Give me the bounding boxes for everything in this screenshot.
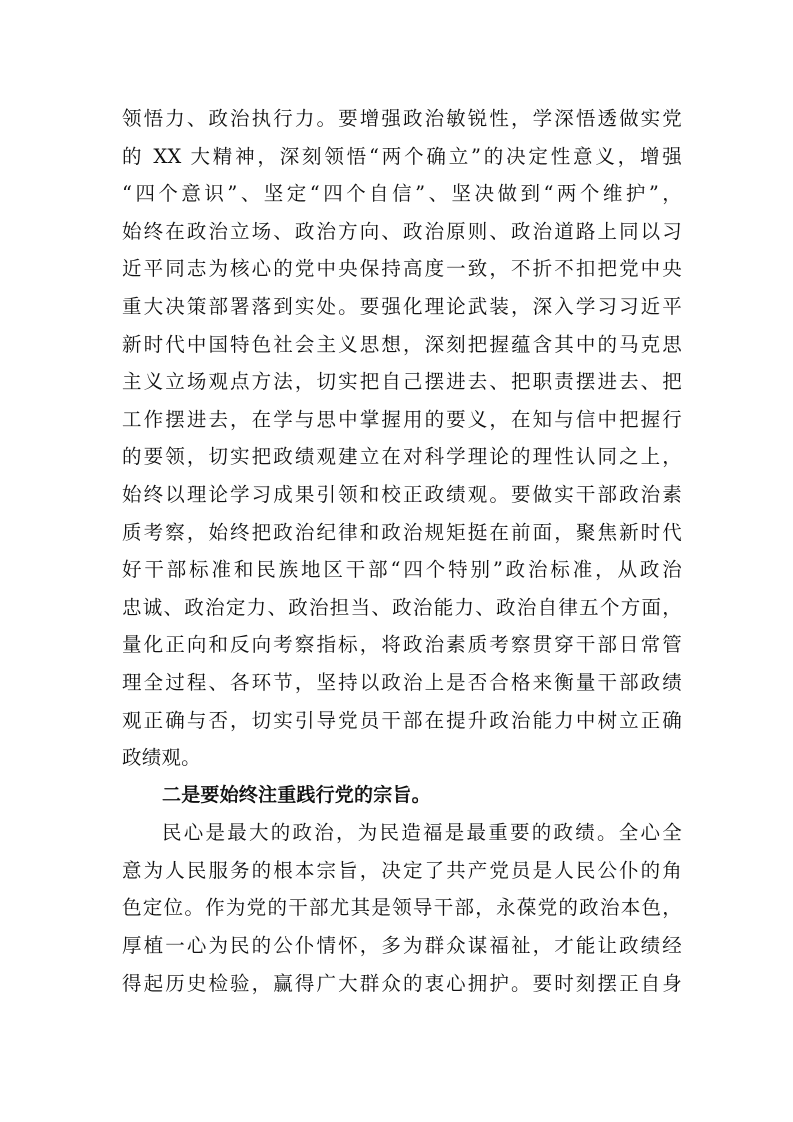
text-line: 近平同志为核心的党中央保持高度一致，不折不扣把党中央 (122, 257, 682, 281)
text-line: 色定位。作为党的干部尤其是领导干部，永葆党的政治本色， (122, 896, 682, 920)
text-line: 主义立场观点方法，切实把自己摆进去、把职责摆进去、把 (122, 370, 682, 394)
section-heading: 二是要始终注重践行党的宗旨。 (162, 783, 431, 806)
text-line: 厚植一心为民的公仆情怀，多为群众谋福祉，才能让政绩经 (122, 934, 682, 958)
text-line: 始终在政治立场、政治方向、政治原则、政治道路上同以习 (122, 219, 682, 243)
text-line: 政绩观。 (122, 746, 201, 770)
text-line: 重大决策部署落到实处。要强化理论武装，深入学习习近平 (122, 294, 682, 318)
text-line: 得起历史检验，赢得广大群众的衷心拥护。要时刻摆正自身 (122, 971, 682, 995)
text-line: 始终以理论学习成果引领和校正政绩观。要做实干部政治素 (122, 482, 682, 506)
text-line: 工作摆进去，在学与思中掌握用的要义，在知与信中把握行 (122, 407, 682, 431)
text-line: 理全过程、各环节，坚持以政治上是否合格来衡量干部政绩 (122, 670, 682, 694)
paragraph-people-centered (122, 814, 682, 1002)
text-line: 好干部标准和民族地区干部“四个特别”政治标准，从政治 (122, 558, 682, 582)
text-line: 民心是最大的政治，为民造福是最重要的政绩。全心全 (162, 821, 682, 845)
text-line: 领悟力、政治执行力。要增强政治敏锐性，学深悟透做实党 (122, 107, 682, 130)
text-line: 的 XX 大精神，深刻领悟“两个确立”的决定性意义，增强 (122, 144, 682, 168)
text-line: 质考察，始终把政治纪律和政治规矩挺在前面，聚焦新时代 (122, 520, 682, 544)
text-line: 新时代中国特色社会主义思想，深刻把握蕴含其中的马克思 (122, 332, 682, 356)
text-line: 忠诚、政治定力、政治担当、政治能力、政治自律五个方面， (122, 595, 682, 619)
text-line: “四个意识”、坚定“四个自信”、坚决做到“两个维护”， (122, 182, 682, 206)
text-line: 的要领，切实把政绩观建立在对科学理论的理性认同之上， (122, 445, 682, 469)
document-body (122, 100, 682, 1002)
text-line: 观正确与否，切实引导党员干部在提升政治能力中树立正确 (122, 708, 682, 732)
paragraph-political-capacity (122, 100, 682, 777)
text-line: 量化正向和反向考察指标，将政治素质考察贯穿干部日常管 (122, 633, 682, 657)
text-line: 意为人民服务的根本宗旨，决定了共产党员是人民公仆的角 (122, 858, 682, 882)
